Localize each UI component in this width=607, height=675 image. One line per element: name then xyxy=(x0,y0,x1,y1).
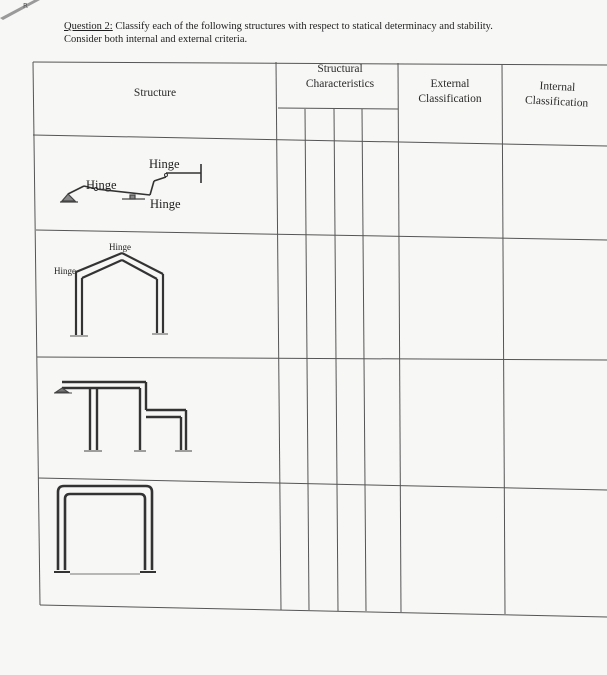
header-internal-classification: Internal Classification xyxy=(524,80,589,110)
label-hinge-apex: Hinge xyxy=(109,242,131,252)
label-hinge-left: Hinge xyxy=(86,178,117,192)
label-hinge-left: Hinge xyxy=(54,266,76,276)
structure-4-drawing xyxy=(54,486,156,574)
svg-text:R: R xyxy=(23,2,28,10)
header-structure: Structure xyxy=(133,87,177,99)
table-grid xyxy=(33,62,607,617)
label-hinge-bottom: Hinge xyxy=(150,197,181,211)
question-line-2: Consider both internal and external criteria. xyxy=(64,34,248,45)
structure-3-drawing xyxy=(54,382,192,451)
question-line-1: Classify each of the following structures with respect to statical determinacy and stability. xyxy=(115,21,493,32)
question-label: Question 2: xyxy=(64,21,113,32)
header-external-classification: External Classification xyxy=(418,78,482,105)
hinge-icon xyxy=(165,174,168,177)
label-hinge-top: Hinge xyxy=(149,157,180,171)
header-structural-characteristics: Structural Characteristics xyxy=(305,63,375,90)
structure-2-drawing xyxy=(54,242,168,336)
structure-1-drawing xyxy=(60,157,201,211)
